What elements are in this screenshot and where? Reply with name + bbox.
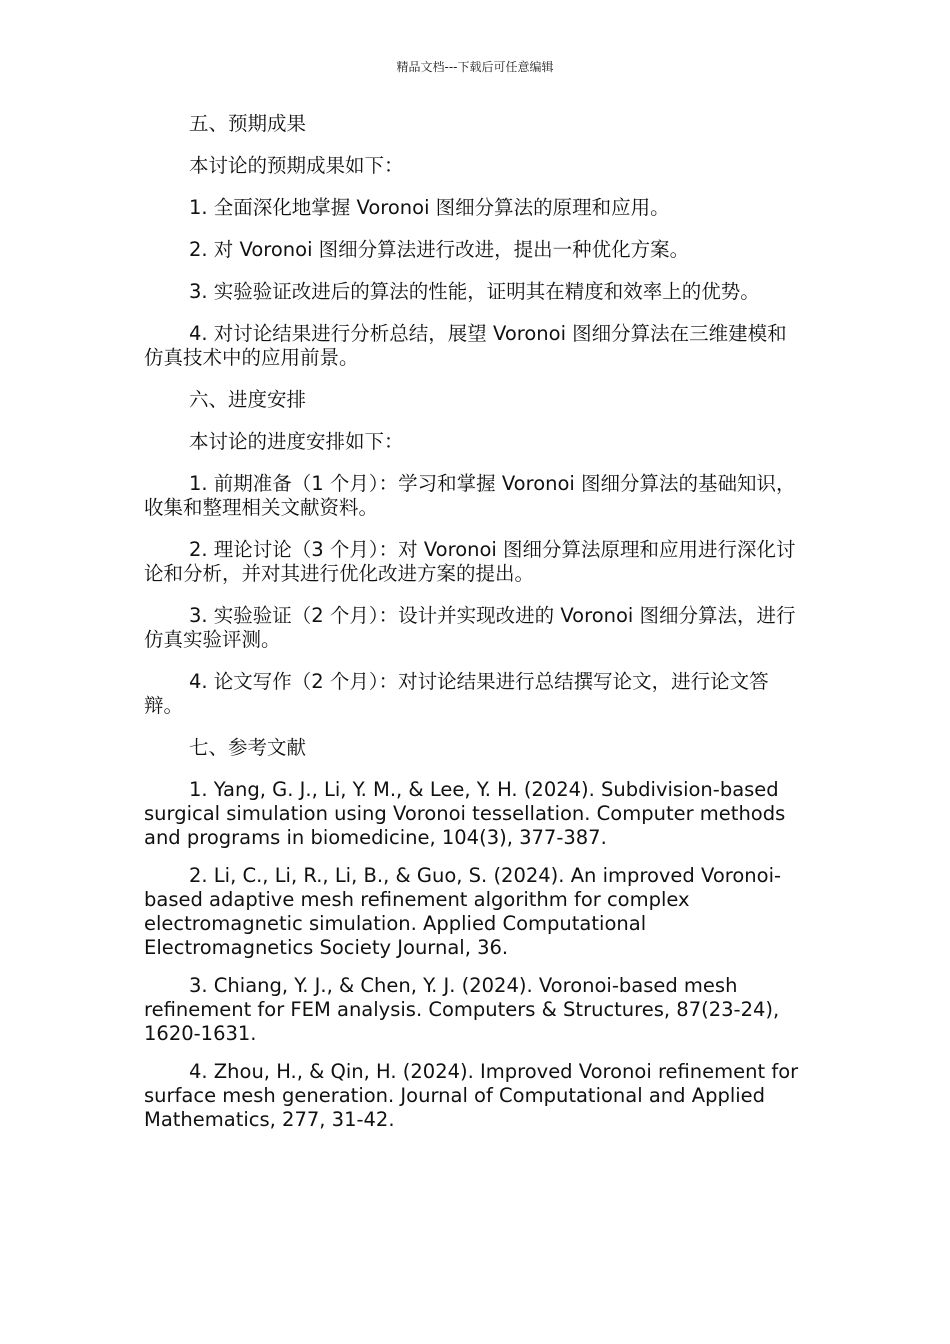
reference-item: 4. Zhou, H., & Qin, H. (2024). Improved Voronoi refinement for surface mesh generation. Journal of Computational and Applied Mathematics, 277, 31-42. <box>144 1060 799 1131</box>
list-item: 3. 实验验证（2 个月）：设计并实现改进的 Voronoi 图细分算法，进行仿真实验评测。 <box>144 604 796 651</box>
document-body <box>144 112 806 1146</box>
section-intro: 本讨论的进度安排如下： <box>189 430 404 453</box>
page-header: 精品文档---下载后可任意编辑 <box>396 60 554 74</box>
section-heading-references: 七、参考文献 <box>189 736 307 759</box>
section-heading-expected-results: 五、预期成果 <box>189 112 307 135</box>
section-intro: 本讨论的预期成果如下： <box>189 154 404 177</box>
list-item: 2. 对 Voronoi 图细分算法进行改进，提出一种优化方案。 <box>189 238 690 261</box>
reference-item: 2. Li, C., Li, R., Li, B., & Guo, S. (2024). An improved Voronoi-based adaptive mesh refinement algorithm for complex electromagnetic simulation. Applied Computational Electromagnetics Society Journal, 36. <box>144 864 782 959</box>
list-item: 1. 前期准备（1 个月）：学习和掌握 Voronoi 图细分算法的基础知识，收集和整理相关文献资料。 <box>144 472 796 519</box>
section-heading-schedule: 六、进度安排 <box>189 388 307 411</box>
reference-item: 1. Yang, G. J., Li, Y. M., & Lee, Y. H. (2024). Subdivision-based surgical simulation using Voronoi tessellation. Computer methods and programs in biomedicine, 104(3), 377-387. <box>144 778 786 849</box>
list-item: 4. 对讨论结果进行分析总结，展望 Voronoi 图细分算法在三维建模和仿真技术中的应用前景。 <box>144 322 787 369</box>
list-item: 4. 论文写作（2 个月）：对讨论结果进行总结撰写论文，进行论文答辩。 <box>144 670 769 717</box>
list-item: 1. 全面深化地掌握 Voronoi 图细分算法的原理和应用。 <box>189 196 670 219</box>
list-item: 2. 理论讨论（3 个月）：对 Voronoi 图细分算法原理和应用进行深化讨论和分析，并对其进行优化改进方案的提出。 <box>144 538 796 585</box>
reference-item: 3. Chiang, Y. J., & Chen, Y. J. (2024). Voronoi-based mesh refinement for FEM analysis. Computers & Structures, 87(23-24), 1620-1631. <box>144 974 780 1045</box>
list-item: 3. 实验验证改进后的算法的性能，证明其在精度和效率上的优势。 <box>189 280 760 303</box>
